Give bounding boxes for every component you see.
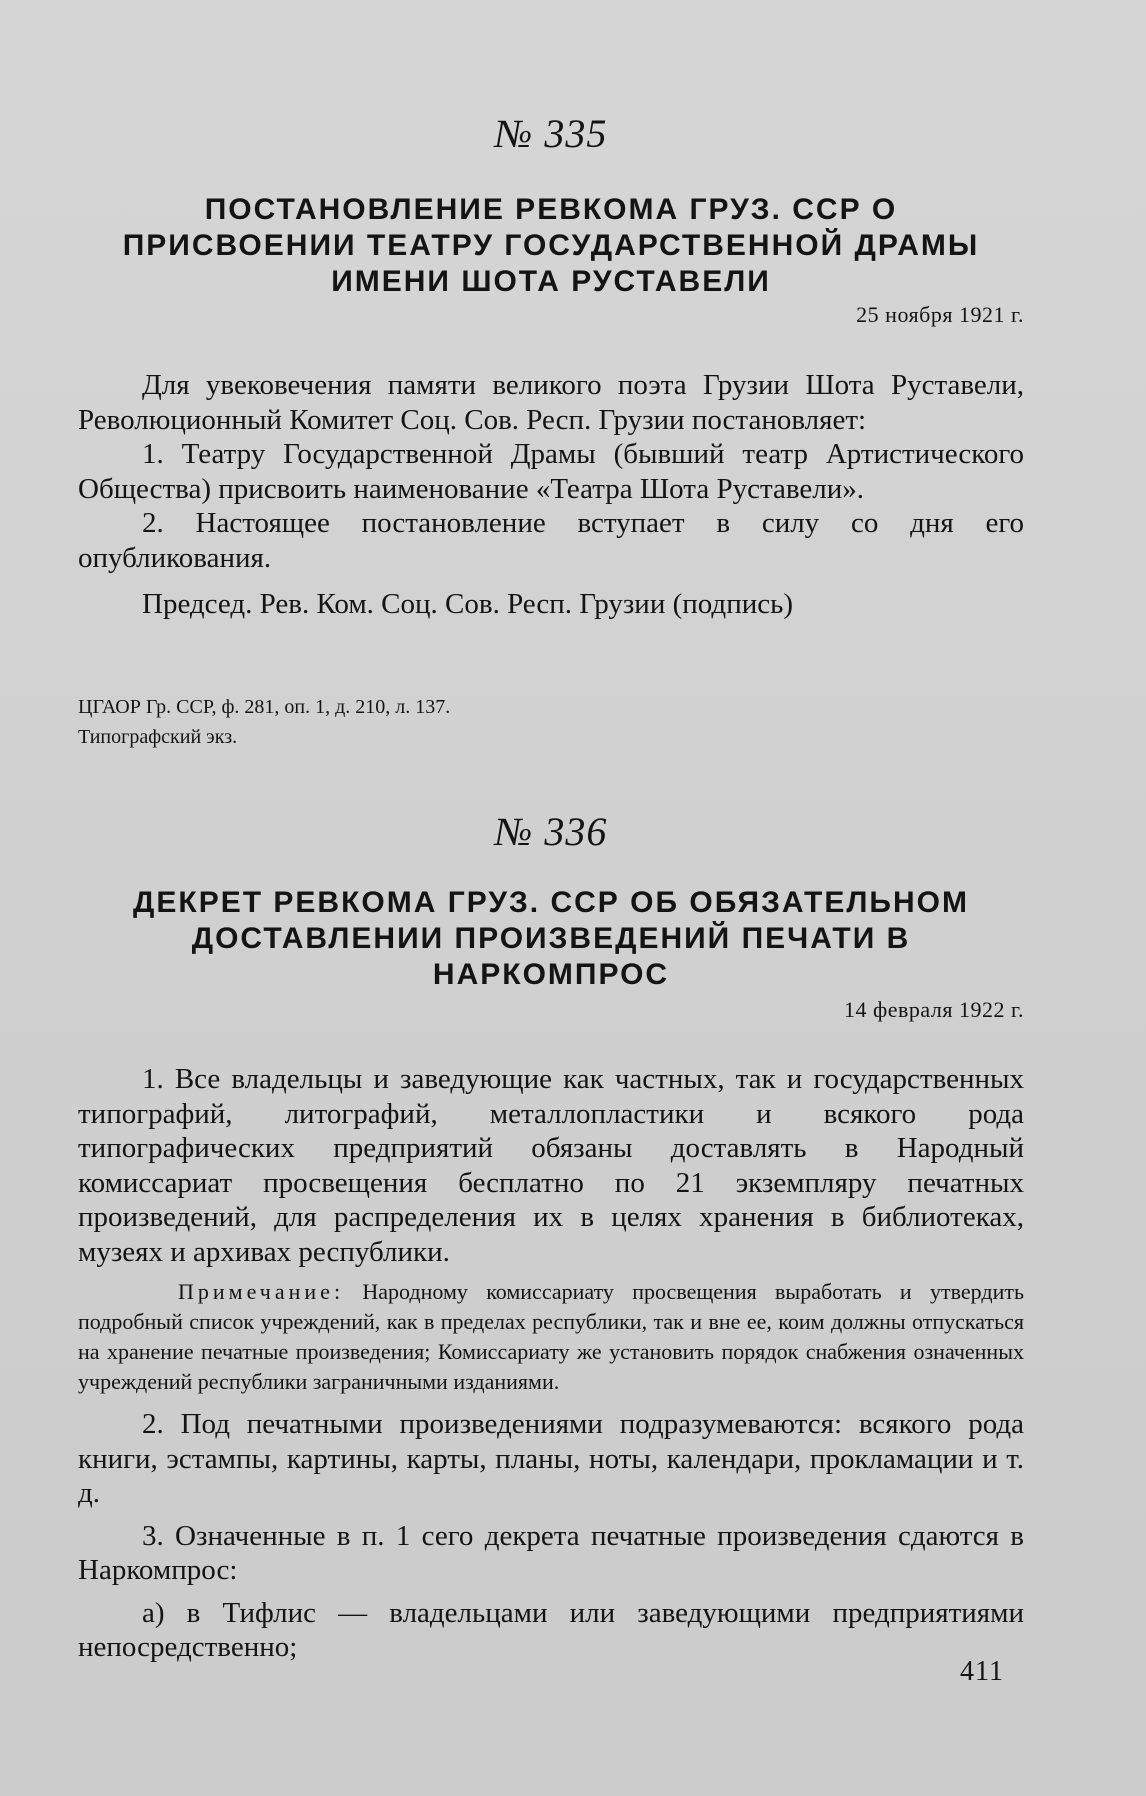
archive-reference: ЦГАОР Гр. ССР, ф. 281, оп. 1, д. 210, л. 137. — [78, 696, 451, 718]
doc-336-item-3a: а) в Тифлис — владельцами или заведующими предприятиями непосредственно; — [78, 1596, 1024, 1663]
doc-335-body — [78, 368, 1024, 622]
doc-335-item-2: 2. Настоящее постановление вступает в силу со дня его опубликования. — [78, 507, 1024, 574]
doc-336-title-line: ДОСТАВЛЕНИИ ПРОИЗВЕДЕНИЙ ПЕЧАТИ В — [191, 922, 911, 955]
doc-335-title-line: ИМЕНИ ШОТА РУСТАВЕЛИ — [331, 265, 771, 298]
doc-336-date: 14 февраля 1922 г. — [843, 997, 1024, 1022]
doc-336-item-3: 3. Означенные в п. 1 сего декрета печатные произведения сдаются в Наркомпрос: — [78, 1519, 1024, 1586]
doc-336-title — [78, 885, 1024, 993]
doc-336-number: № 336 — [494, 809, 608, 854]
note-text: Народному комиссариату просвещения выработать и утвердить подробный список учреждений, как в пределах республики, так и вне ее, коим должны отпускаться на хранение печатные произведения; Комиссариату же установить порядок снабжения означенных учреждений республики заграничными изданиями. — [78, 1279, 1024, 1394]
doc-335-item-1: 1. Театру Государственной Драмы (бывший театр Артистического Общества) присвоить наименование «Театра Шота Руставели». — [78, 438, 1024, 505]
doc-335-title-line: ПОСТАНОВЛЕНИЕ РЕВКОМА ГРУЗ. ССР О — [204, 193, 898, 226]
doc-335-number: № 335 — [494, 111, 608, 156]
doc-335-title — [78, 192, 1024, 300]
doc-335-source — [78, 692, 1024, 752]
doc-336-item-2: 2. Под печатными произведениями подразумеваются: всякого рода книги, эстампы, картины, карты, планы, ноты, календари, прокламации и т. д. — [78, 1408, 1024, 1509]
doc-335-date: 25 ноября 1921 г. — [856, 302, 1024, 327]
doc-336-title-line: НАРКОМПРОС — [432, 958, 670, 991]
doc-335-signature: Председ. Рев. Ком. Соц. Сов. Респ. Грузии (подпись) — [142, 588, 793, 620]
copy-type: Типографский экз. — [78, 726, 238, 748]
doc-336-item-1: 1. Все владельцы и заведующие как частных, так и государственных типографий, литографий, металлопластики и всякого рода типографических предприятий обязаны доставлять в Народный комиссариат просвещения бесплатно по 21 экземпляру печатных произведений, для распределения их в целях хранения в библиотеках, музеях и архивах республики. — [78, 1063, 1024, 1268]
doc-335-title-line: ПРИСВОЕНИИ ТЕАТРУ ГОСУДАРСТВЕННОЙ ДРАМЫ — [122, 229, 980, 262]
page-number: 411 — [960, 1656, 1004, 1687]
doc-336-title-line: ДЕКРЕТ РЕВКОМА ГРУЗ. ССР ОБ ОБЯЗАТЕЛЬНОМ — [133, 886, 969, 919]
note-label: Примечание: — [178, 1279, 345, 1304]
doc-335-intro: Для увековечения памяти великого поэта Грузии Шота Руставели, Революционный Комитет Соц. Сов. Респ. Грузии постановляет: — [78, 369, 1024, 436]
doc-336-body — [78, 1062, 1024, 1665]
doc-336-note — [78, 1277, 1024, 1397]
